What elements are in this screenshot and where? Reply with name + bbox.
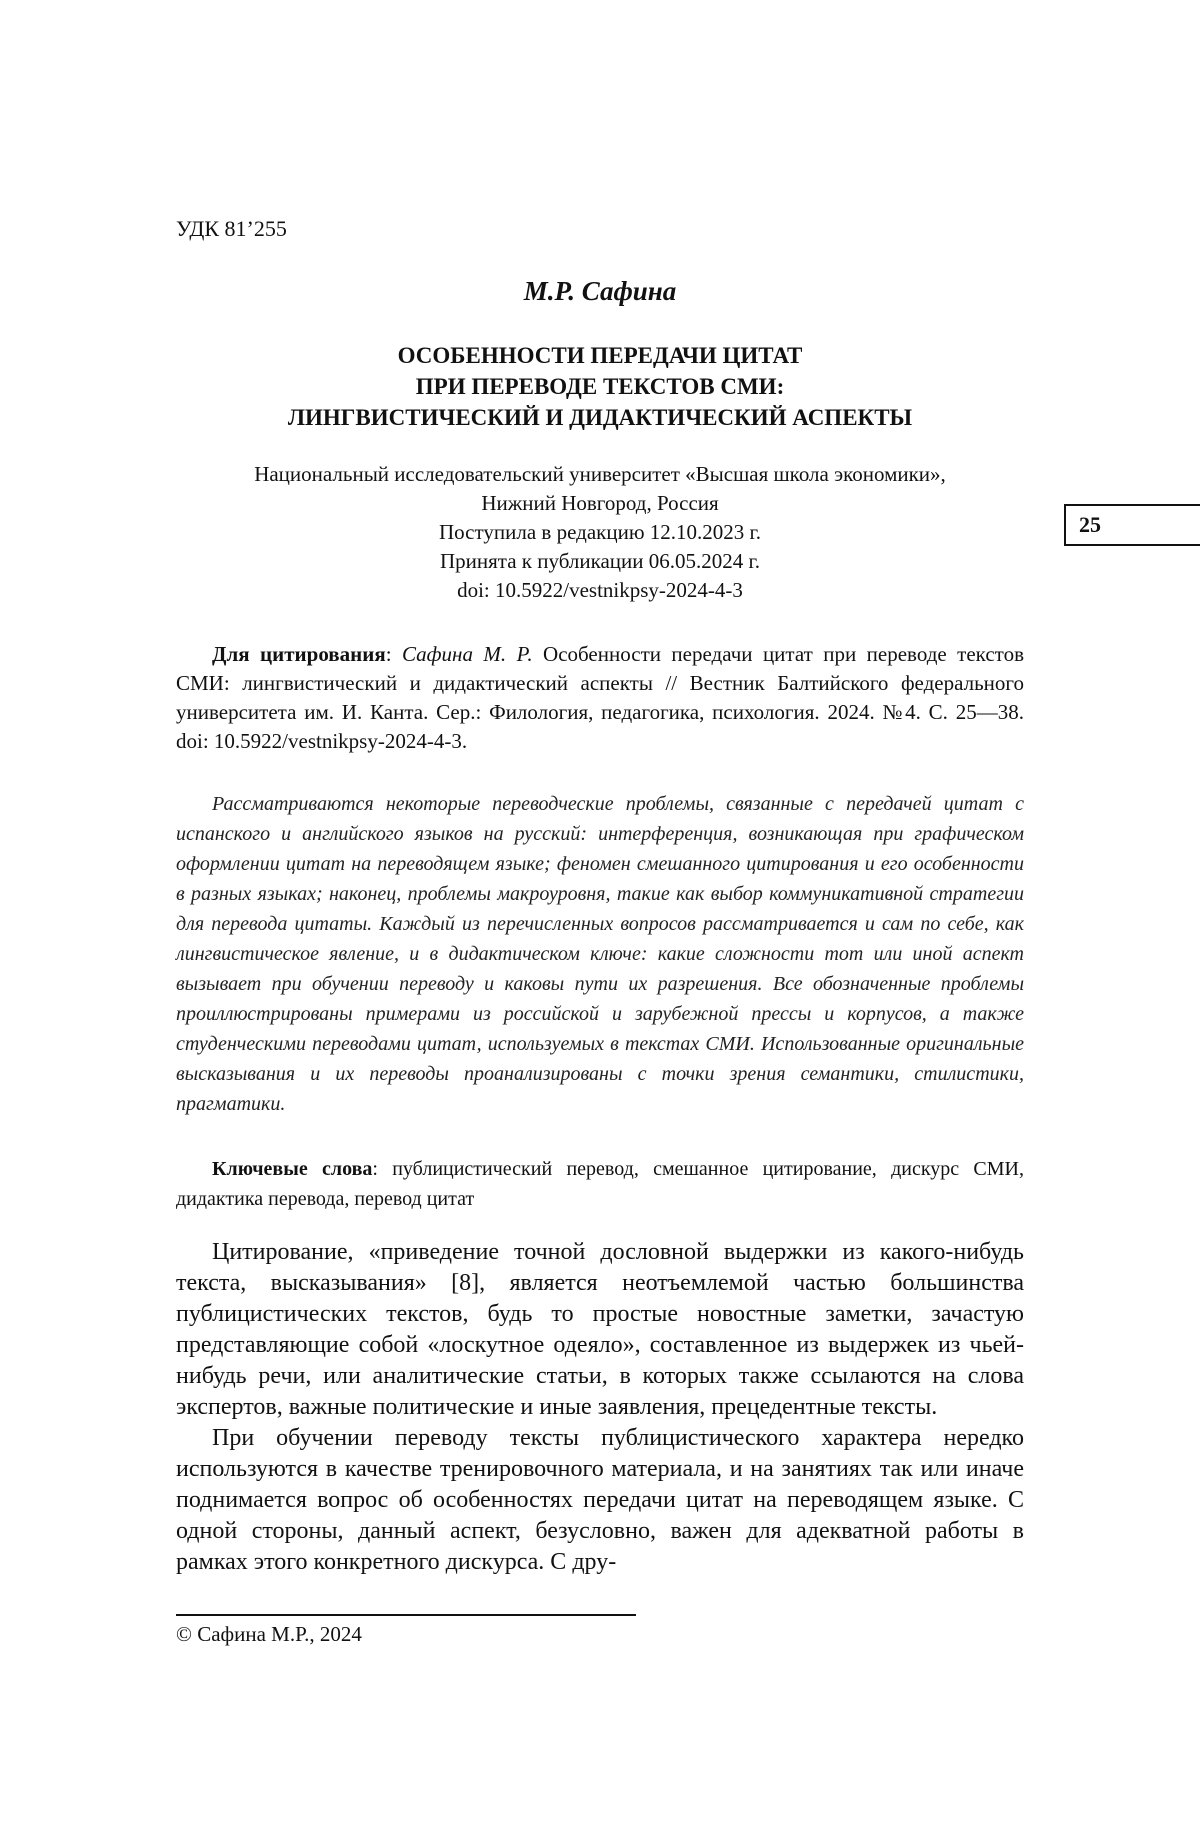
university: Национальный исследовательский университет «Высшая школа экономики», [254, 462, 946, 486]
udk-code: УДК 81’255 [176, 216, 287, 241]
article-title [176, 340, 1024, 433]
citation-label: Для цитирования [212, 642, 386, 666]
keywords-text: публицистический перевод, смешанное цитирование, дискурс СМИ, дидактика перевода, перевод цитат [176, 1158, 1024, 1210]
page-number: 25 [1064, 504, 1200, 546]
citation-author: Сафина М. Р. [402, 642, 533, 666]
title-line-2: ПРИ ПЕРЕВОДЕ ТЕКСТОВ СМИ: [415, 374, 785, 399]
accepted-date: Принята к публикации 06.05.2024 г. [439, 549, 760, 573]
abstract: Рассматриваются некоторые переводческие проблемы, связанные с передачей цитат с испанского и английского языков на русский: интерференция, возникающая при графическом оформлении цитат на переводящем языке; феномен смешанного цитирования и его особенности в разных языках; наконец, проблемы макроуровня, такие как выбор коммуникативной стратегии для перевода цитаты. Каждый из перечисленных вопросов рассматривается и сам по себе, как лингвистическое явление, и в дидактическом ключе: какие сложности тот или иной аспект вызывает при обучении переводу и каковы пути их разрешения. Все обозначенные проблемы проиллюстрированы примерами из российской и зарубежной прессы и корпусов, а также студенческими переводами цитат, используемых в текстах СМИ. Использованные оригинальные высказывания и их переводы проанализированы с точки зрения семантики, стилистики, прагматики. [176, 793, 1024, 1115]
citation-block: Для цитирования: Сафина М. Р. Особенности передачи цитат при переводе текстов СМИ: лингвистический и дидактический аспекты // Вестник Балтийского федерального университета им. И. Канта. Сер.: Филология, педагогика, психология. 2024. №4. С. 25—38. doi: 10.5922/vestnikpsy-2024-4-3. [176, 642, 1024, 753]
keywords-block: Ключевые слова: публицистический перевод, смешанное цитирование, дискурс СМИ, дидактика перевода, перевод цитат [176, 1158, 1024, 1210]
city: Нижний Новгород, Россия [481, 491, 719, 515]
body-text [176, 1237, 1024, 1578]
author-name: М.Р. Сафина [523, 276, 677, 306]
footnote-divider [176, 1614, 636, 1616]
body-paragraph-1: Цитирование, «приведение точной дословной выдержки из какого-нибудь текста, высказывания» [8], является неотъемлемой частью большинства публицистических текстов, будь то простые новостные заметки, зачастую представляющие собой «лоскутное одеяло», составленное из выдержек из чьей-нибудь речи, или аналитические статьи, в которых также ссылаются на слова экспертов, важные политические и иные заявления, прецедентные тексты. [176, 1239, 1024, 1420]
received-date: Поступила в редакцию 12.10.2023 г. [438, 520, 761, 544]
affiliation-block [176, 460, 1024, 605]
title-line-3: ЛИНГВИСТИЧЕСКИЙ И ДИДАКТИЧЕСКИЙ АСПЕКТЫ [287, 405, 913, 430]
title-line-1: ОСОБЕННОСТИ ПЕРЕДАЧИ ЦИТАТ [397, 343, 803, 368]
body-paragraph-2: При обучении переводу тексты публицистического характера нередко используются в качестве тренировочного материала, и на занятиях так или иначе поднимается вопрос об особенностях передачи цитат на переводящем языке. С одной стороны, данный аспект, безусловно, важен для адекватной работы в рамках этого конкретного дискурса. С дру- [176, 1425, 1024, 1575]
citation-text: Особенности передачи цитат при переводе текстов СМИ: лингвистический и дидактический аспекты // Вестник Балтийского федерального университета им. И. Канта. Сер.: Филология, педагогика, психология. 2024. №4. С. 25—38. doi: 10.5922/vestnikpsy-2024-4-3. [176, 642, 1024, 753]
doi: doi: 10.5922/vestnikpsy-2024-4-3 [457, 578, 743, 602]
copyright-footnote: © Сафина М.Р., 2024 [176, 1622, 362, 1646]
keywords-label: Ключевые слова [212, 1158, 373, 1180]
